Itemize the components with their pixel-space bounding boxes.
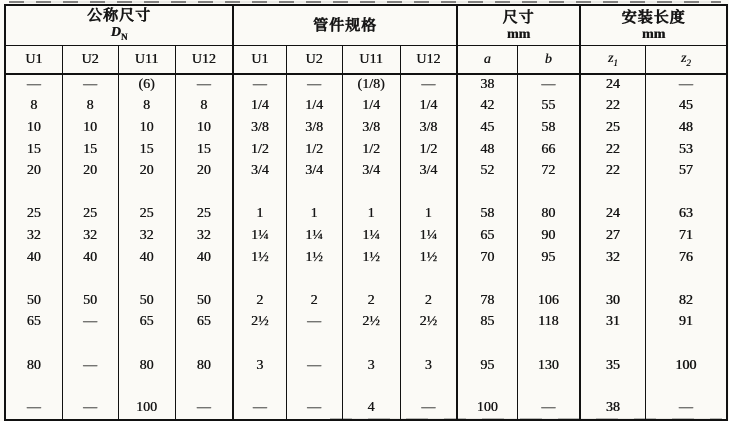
col-header-spec-u12: U12 — [400, 46, 457, 75]
spacer-cell — [62, 376, 118, 398]
table-row — [5, 96, 727, 118]
spacer-cell — [517, 376, 580, 398]
table-cell: 8 — [30, 98, 38, 114]
spacer-cell — [62, 268, 118, 290]
table-row — [5, 398, 727, 420]
table-cell: 1 — [286, 204, 342, 226]
table-row — [5, 312, 727, 334]
spacer-cell — [457, 268, 517, 290]
table-cell: — — [517, 398, 580, 420]
table-cell: 3/4 — [286, 160, 342, 182]
table-cell: 82 — [645, 290, 727, 312]
table-cell: 20 — [175, 160, 233, 182]
spacer-cell — [118, 182, 175, 204]
spacer-cell — [175, 268, 233, 290]
col-header-z2 — [645, 46, 727, 75]
spacer-cell — [5, 333, 62, 355]
spacer-cell — [286, 268, 342, 290]
table-cell: — — [517, 74, 580, 96]
table-cell: 4 — [342, 398, 400, 420]
spacer-cell — [580, 376, 645, 398]
table-cell: 25 — [580, 117, 645, 139]
group-nominal-size-symbol — [6, 25, 232, 45]
spacer-cell — [118, 333, 175, 355]
table-cell: — — [26, 400, 41, 416]
table-cell: 100 — [645, 355, 727, 377]
spacer-cell — [5, 376, 62, 398]
table-row — [5, 290, 727, 312]
table-cell: 8 — [62, 96, 118, 118]
table-cell: — — [286, 312, 342, 334]
table-cell: 80 — [26, 357, 41, 373]
spacer-cell — [5, 268, 62, 290]
table-row — [5, 160, 727, 182]
table-cell: 63 — [645, 204, 727, 226]
table-cell: 35 — [580, 355, 645, 377]
table-cell: — — [62, 355, 118, 377]
group-nominal-size — [5, 5, 233, 46]
table-cell: 3 — [342, 355, 400, 377]
table-cell: 2 — [342, 290, 400, 312]
table-cell: 58 — [517, 117, 580, 139]
spacer-cell — [645, 268, 727, 290]
table-cell: (1/8) — [342, 74, 400, 96]
table-cell: 22 — [580, 160, 645, 182]
table-cell: 2½ — [233, 312, 286, 334]
spacer-cell — [342, 333, 400, 355]
table-cell: 80 — [118, 355, 175, 377]
table-cell: 65 — [118, 312, 175, 334]
table-row — [5, 225, 727, 247]
group-dimensions-unit: mm — [506, 26, 531, 42]
table-cell: 2 — [233, 290, 286, 312]
table-cell: 30 — [580, 290, 645, 312]
table-cell: 55 — [517, 96, 580, 118]
table-cell: 66 — [517, 139, 580, 161]
group-header-row — [5, 5, 727, 46]
table-cell: 1/2 — [233, 139, 286, 161]
spacer-cell — [342, 376, 400, 398]
table-cell: 22 — [580, 96, 645, 118]
table-cell: 20 — [62, 160, 118, 182]
col-header-u1: U1 — [5, 46, 62, 75]
table-cell: 100 — [457, 398, 517, 420]
table-cell: 1½ — [400, 247, 457, 269]
table-cell: 1/4 — [342, 96, 400, 118]
group-dimensions — [457, 5, 580, 46]
spacer-cell — [400, 333, 457, 355]
spacer-row — [5, 268, 727, 290]
table-cell: 71 — [645, 225, 727, 247]
table-cell: 38 — [580, 398, 645, 420]
table-cell: 80 — [175, 355, 233, 377]
table-cell: 42 — [457, 96, 517, 118]
group-nominal-size-title: 公称尺寸 — [87, 7, 152, 24]
table-row — [5, 74, 727, 96]
table-cell: 65 — [175, 312, 233, 334]
column-header-row — [5, 46, 727, 75]
col-header-u11: U11 — [118, 46, 175, 75]
table-cell: 2½ — [342, 312, 400, 334]
table-cell: 24 — [580, 204, 645, 226]
spacer-cell — [342, 268, 400, 290]
spacer-cell — [580, 268, 645, 290]
table-cell: — — [233, 398, 286, 420]
col-header-a — [457, 46, 517, 75]
table-cell: 25 — [62, 204, 118, 226]
table-cell: 78 — [457, 290, 517, 312]
table-cell: 1/4 — [233, 96, 286, 118]
col-header-spec-u2: U2 — [286, 46, 342, 75]
table-cell: 3/4 — [400, 160, 457, 182]
table-cell: 15 — [175, 139, 233, 161]
col-symbol-z2: z — [680, 51, 687, 67]
table-cell: 32 — [175, 225, 233, 247]
table-row — [5, 355, 727, 377]
table-cell: 76 — [645, 247, 727, 269]
table-cell: 40 — [175, 247, 233, 269]
table-cell: — — [645, 398, 727, 420]
table-cell: 50 — [26, 292, 41, 308]
spacer-cell — [62, 333, 118, 355]
table-cell: 106 — [517, 290, 580, 312]
table-cell: 10 — [62, 117, 118, 139]
table-cell: 20 — [26, 163, 41, 179]
scan-artifact-line-top — [9, 1, 721, 3]
table-cell: 57 — [645, 160, 727, 182]
table-cell: 25 — [26, 206, 41, 222]
table-cell: 1 — [233, 204, 286, 226]
col-header-u12: U12 — [175, 46, 233, 75]
spacer-cell — [580, 182, 645, 204]
table-cell: 40 — [62, 247, 118, 269]
table-cell: 2½ — [400, 312, 457, 334]
table-cell: 32 — [118, 225, 175, 247]
col-header-spec-u1: U1 — [233, 46, 286, 75]
table-cell: — — [645, 74, 727, 96]
spacer-cell — [233, 376, 286, 398]
table-cell: 85 — [457, 312, 517, 334]
group-dimensions-title: 尺寸 — [502, 9, 535, 26]
table-cell: 50 — [175, 290, 233, 312]
table-cell: 1/2 — [342, 139, 400, 161]
col-symbol-a: a — [483, 51, 491, 67]
table-cell: 118 — [517, 312, 580, 334]
group-fitting-spec-title: 管件规格 — [313, 17, 378, 34]
spacer-cell — [457, 376, 517, 398]
table-cell: 52 — [457, 160, 517, 182]
table-cell: 50 — [118, 290, 175, 312]
table-cell: 32 — [62, 225, 118, 247]
table-cell: 2 — [286, 290, 342, 312]
table-cell: 3/8 — [342, 117, 400, 139]
table-cell: — — [62, 312, 118, 334]
spacer-cell — [342, 182, 400, 204]
spacer-cell — [233, 333, 286, 355]
spacer-cell — [233, 182, 286, 204]
spacer-cell — [517, 182, 580, 204]
spacer-cell — [233, 268, 286, 290]
table-cell: 38 — [457, 74, 517, 96]
table-cell: 1/4 — [286, 96, 342, 118]
symbol-base: D — [110, 24, 121, 40]
spacer-cell — [118, 268, 175, 290]
table-cell: 31 — [580, 312, 645, 334]
table-body — [5, 74, 727, 420]
table-cell: 1¼ — [233, 225, 286, 247]
table-cell: 1½ — [286, 247, 342, 269]
spacer-cell — [645, 376, 727, 398]
table-cell: — — [400, 74, 457, 96]
table-cell: — — [286, 398, 342, 420]
table-cell: 1/2 — [286, 139, 342, 161]
table-cell: 45 — [457, 117, 517, 139]
col-header-u2: U2 — [62, 46, 118, 75]
table-cell: 1½ — [233, 247, 286, 269]
spacer-cell — [286, 376, 342, 398]
table-cell: (6) — [118, 74, 175, 96]
table-cell: 3/4 — [342, 160, 400, 182]
table-cell: 10 — [26, 119, 41, 135]
col-header-spec-u11: U11 — [342, 46, 400, 75]
table-cell: 1/4 — [400, 96, 457, 118]
spacer-cell — [62, 182, 118, 204]
table-cell: 72 — [517, 160, 580, 182]
spacer-cell — [118, 376, 175, 398]
spacer-cell — [645, 333, 727, 355]
table-cell: 24 — [580, 74, 645, 96]
table-cell: — — [26, 77, 41, 93]
spacer-cell — [580, 333, 645, 355]
spacer-cell — [517, 268, 580, 290]
spacer-row — [5, 333, 727, 355]
table-cell: 15 — [26, 141, 41, 157]
table-cell: — — [233, 74, 286, 96]
spacer-cell — [5, 182, 62, 204]
table-cell: 3/8 — [286, 117, 342, 139]
pipe-fitting-spec-table — [4, 4, 728, 421]
spacer-cell — [175, 376, 233, 398]
table-cell: — — [400, 398, 457, 420]
table-cell: 3 — [400, 355, 457, 377]
spacer-row — [5, 376, 727, 398]
table-cell: — — [286, 74, 342, 96]
table-cell: 100 — [118, 398, 175, 420]
table-cell: — — [62, 398, 118, 420]
table-cell: 80 — [517, 204, 580, 226]
table-cell: 15 — [62, 139, 118, 161]
col-symbol-b: b — [544, 51, 552, 67]
table-cell: 1¼ — [286, 225, 342, 247]
table-cell: — — [175, 398, 233, 420]
table-cell: 45 — [645, 96, 727, 118]
table-cell: 53 — [645, 139, 727, 161]
table-cell: 22 — [580, 139, 645, 161]
table-row — [5, 139, 727, 161]
col-symbol-z2-sub: 2 — [686, 57, 691, 68]
table-cell: 90 — [517, 225, 580, 247]
spacer-cell — [286, 182, 342, 204]
table-cell: 15 — [118, 139, 175, 161]
table-row — [5, 117, 727, 139]
table-cell: 48 — [645, 117, 727, 139]
spacer-cell — [517, 333, 580, 355]
col-header-b — [517, 46, 580, 75]
table-cell: 58 — [457, 204, 517, 226]
group-install-length-unit: mm — [641, 26, 666, 42]
table-cell: 130 — [517, 355, 580, 377]
table-cell: 8 — [118, 96, 175, 118]
table-cell: — — [175, 74, 233, 96]
table-cell: 8 — [175, 96, 233, 118]
table-cell: 32 — [26, 227, 41, 243]
table-cell: 65 — [457, 225, 517, 247]
spacer-cell — [457, 182, 517, 204]
table-cell: 40 — [118, 247, 175, 269]
table-cell: 25 — [118, 204, 175, 226]
spacer-cell — [286, 333, 342, 355]
table-cell: 48 — [457, 139, 517, 161]
spacer-cell — [645, 182, 727, 204]
group-install-length-title: 安装长度 — [621, 9, 686, 26]
table-cell: 40 — [26, 249, 41, 265]
spacer-row — [5, 182, 727, 204]
table-row — [5, 204, 727, 226]
table-cell: 1¼ — [342, 225, 400, 247]
table-cell: 50 — [62, 290, 118, 312]
table-cell: 20 — [118, 160, 175, 182]
table-cell: 3 — [233, 355, 286, 377]
table-cell: 27 — [580, 225, 645, 247]
col-header-z1 — [580, 46, 645, 75]
table-row — [5, 247, 727, 269]
table-cell: 3/8 — [233, 117, 286, 139]
spacer-cell — [400, 182, 457, 204]
table-cell: 95 — [517, 247, 580, 269]
table-cell: 10 — [118, 117, 175, 139]
spacer-cell — [400, 268, 457, 290]
col-symbol-z1: z — [607, 51, 614, 67]
table-cell: 91 — [645, 312, 727, 334]
table-cell: 1½ — [342, 247, 400, 269]
table-cell: 10 — [175, 117, 233, 139]
spacer-cell — [175, 333, 233, 355]
table-cell: 65 — [26, 314, 41, 330]
table-cell: 3/8 — [400, 117, 457, 139]
spacer-cell — [175, 182, 233, 204]
spacer-cell — [457, 333, 517, 355]
table-cell: 1/2 — [400, 139, 457, 161]
table-cell: 32 — [580, 247, 645, 269]
table-cell: 3/4 — [233, 160, 286, 182]
table-cell: — — [62, 74, 118, 96]
spacer-cell — [400, 376, 457, 398]
table-cell: 1 — [400, 204, 457, 226]
table-cell: 1¼ — [400, 225, 457, 247]
table-cell: — — [286, 355, 342, 377]
table-cell: 25 — [175, 204, 233, 226]
table-cell: 95 — [457, 355, 517, 377]
table-cell: 2 — [400, 290, 457, 312]
table-cell: 1 — [342, 204, 400, 226]
symbol-subscript: N — [120, 31, 128, 42]
col-symbol-z1-sub: 1 — [613, 57, 618, 68]
group-install-length — [580, 5, 727, 46]
group-fitting-spec — [233, 5, 457, 46]
table-cell: 70 — [457, 247, 517, 269]
